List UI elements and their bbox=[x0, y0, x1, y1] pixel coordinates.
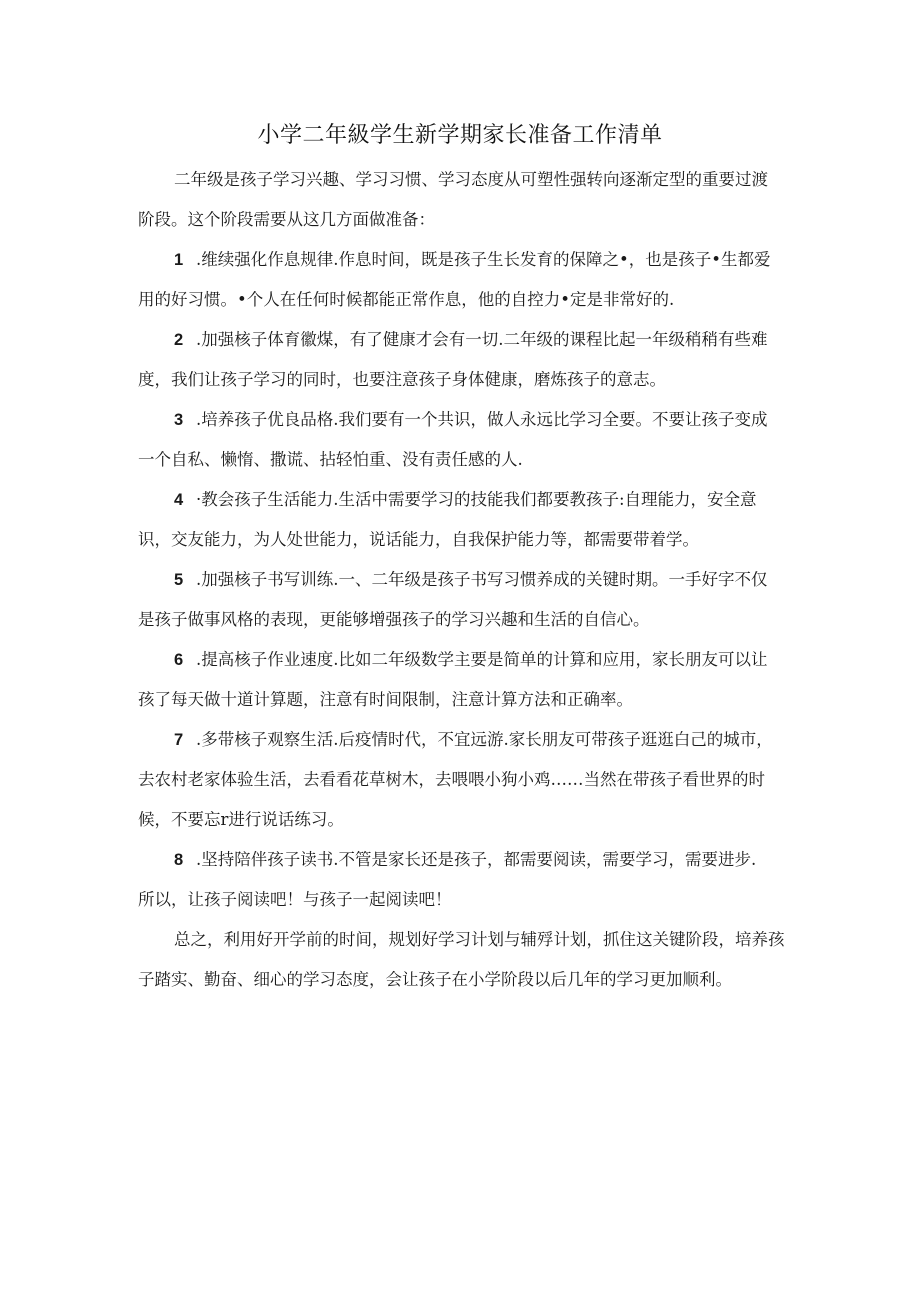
text-line: 候，不要忘r进行说话练习。 bbox=[138, 810, 344, 829]
text-line: 一个自私、懒惰、撒谎、拈轻怕重、没有责任感的人. bbox=[138, 450, 523, 469]
item-text: .维续强化作息规律.作息时间，既是孩子生长发育的保障之•，也是孩子•生都爱 bbox=[196, 250, 771, 269]
intro-paragraph bbox=[138, 160, 788, 240]
text-line: 去农村老家体验生活，去看看花草树木，去喂喂小狗小鸡……当然在带孩子看世界的时 bbox=[138, 770, 765, 789]
text-line: 孩了每天做十道计算题，注意有时间限制，注意计算方法和正确率。 bbox=[138, 690, 633, 709]
text-line: 是孩子做事风格的表现，更能够增强孩子的学习兴趣和生活的自信心。 bbox=[138, 610, 650, 629]
text-line bbox=[138, 560, 788, 600]
item-text: .提高核子作业速度.比如二年级数学主要是简单的计算和应用，家长朋友可以让 bbox=[196, 650, 768, 669]
list-item bbox=[138, 480, 788, 560]
item-number: 5 bbox=[174, 571, 184, 589]
list-item bbox=[138, 400, 788, 480]
list-item bbox=[138, 640, 788, 720]
item-text: ·教会孩子生活能力.生活中需要学习的技能我们都要教孩子:自理能力，安全意 bbox=[196, 490, 757, 509]
list-item bbox=[138, 320, 788, 400]
item-number: 7 bbox=[174, 731, 184, 749]
conclusion-paragraph bbox=[138, 920, 788, 1000]
item-text: .加强核子体育徽煤，有了健康才会有一切.二年级的课程比起一年级稍稍有些难 bbox=[196, 330, 768, 349]
text-line: 用的好习惯。•个人在任何时候都能正常作息，他的自控力•定是非常好的. bbox=[138, 290, 675, 309]
text-line: 度，我们让孩子学习的同时，也要注意孩子身体健康，磨炼孩子的意志。 bbox=[138, 370, 666, 389]
list-item bbox=[138, 240, 788, 320]
text-line: 阶段。这个阶段需要从这几方面做准备： bbox=[138, 210, 435, 229]
item-text: .培养孩子优良品格.我们要有一个共识，做人永远比学习全要。不要让孩子变成 bbox=[196, 410, 768, 429]
text-line: 二年级是孩子学习兴趣、学习习惯、学习态度从可塑性强转向逐渐定型的重要过渡 bbox=[174, 170, 768, 189]
item-number: 1 bbox=[174, 251, 184, 269]
text-line: 子踏实、勤奋、细心的学习态度，会让孩子在小学阶段以后几年的学习更加顺利。 bbox=[138, 970, 732, 989]
item-number: 3 bbox=[174, 411, 184, 429]
text-line bbox=[138, 240, 788, 280]
text-line: 识，交友能力，为人处世能力，说话能力，自我保护能力等，都需要带着学。 bbox=[138, 530, 699, 549]
text-line bbox=[138, 320, 788, 360]
document-body bbox=[138, 160, 788, 1000]
list-item bbox=[138, 840, 788, 920]
list-item bbox=[138, 560, 788, 640]
text-line: 总之，利用好开学前的时间，规划好学习计划与辅殍计划，抓住这关键阶段，培养孩 bbox=[174, 930, 785, 949]
item-text: .坚持陪伴孩子读书.不管是家长还是孩子，都需要阅读，需要学习，需要进步. bbox=[196, 850, 757, 869]
item-text: .加强核子书写训练.一、二年级是孩子书写习惯养成的关键时期。一手好字不仅 bbox=[196, 570, 768, 589]
document-title: 小学二年級学生新学期家长准备工作清单 bbox=[257, 123, 663, 148]
text-line bbox=[138, 400, 788, 440]
item-text: .多带核子观察生活.后疫情时代，不宜远游.家长朋友可带孩子逛逛白己的城市， bbox=[196, 730, 773, 749]
item-number: 6 bbox=[174, 651, 184, 669]
text-line bbox=[138, 840, 788, 880]
item-number: 8 bbox=[174, 851, 184, 869]
text-line bbox=[138, 720, 788, 760]
list-item bbox=[138, 720, 788, 840]
text-line bbox=[138, 640, 788, 680]
text-line bbox=[138, 480, 788, 520]
item-number: 2 bbox=[174, 331, 184, 349]
text-line: 所以，让孩子阅读吧！与孩子一起阅读吧！ bbox=[138, 890, 452, 909]
item-number: 4 bbox=[174, 491, 184, 509]
